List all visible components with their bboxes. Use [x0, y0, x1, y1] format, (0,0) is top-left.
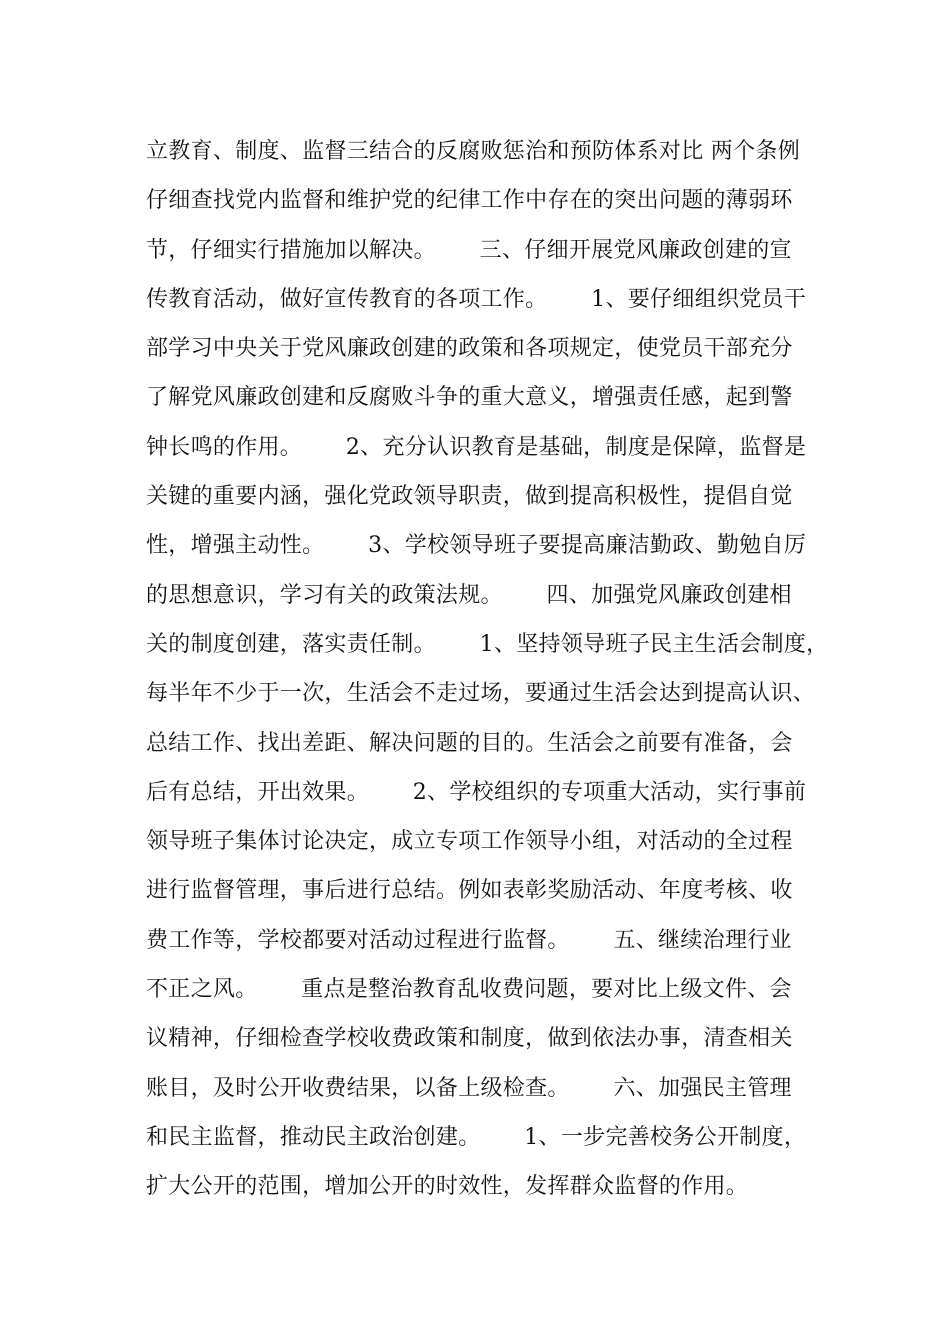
text-line: 领导班子集体讨论决定，成立专项工作领导小组，对活动的全过程: [146, 829, 793, 855]
text-line: 性，增强主动性。 3、学校领导班子要提高廉洁勤政、勤勉自厉: [146, 533, 807, 559]
text-line: 节，仔细实行措施加以解决。 三、仔细开展党风廉政创建的宣: [146, 237, 792, 263]
text-line: 扩大公开的范围，增加公开的时效性，发挥群众监督的作用。: [146, 1174, 749, 1200]
text-line: 议精神，仔细检查学校收费政策和制度，做到依法办事，清查相关: [146, 1026, 793, 1052]
text-line: 后有总结，开出效果。 2、学校组织的专项重大活动，实行事前: [146, 779, 807, 805]
text-line: 传教育活动，做好宣传教育的各项工作。 1、要仔细组织党员干: [146, 286, 807, 312]
text-line: 进行监督管理，事后进行总结。例如表彰奖励活动、年度考核、收: [146, 878, 793, 904]
text-line: 总结工作、找出差距、解决问题的目的。生活会之前要有准备，会: [146, 730, 793, 756]
text-line: 和民主监督，推动民主政治创建。 1、一步完善校务公开制度，: [146, 1124, 807, 1150]
text-line: 账目，及时公开收费结果，以备上级检查。 六、加强民主管理: [146, 1075, 792, 1101]
body-text: [146, 134, 829, 1219]
text-line: 关键的重要内涵，强化党政领导职责，做到提高积极性，提倡自觉: [146, 484, 793, 510]
text-line: 立教育、制度、监督三结合的反腐败惩治和预防体系对比 两个条例: [146, 139, 800, 164]
text-line: 每半年不少于一次，生活会不走过场，要通过生活会达到提高认识、: [146, 681, 816, 707]
text-line: 关的制度创建，落实责任制。 1、坚持领导班子民主生活会制度，: [146, 631, 829, 657]
text-line: 了解党风廉政创建和反腐败斗争的重大意义，增强责任感，起到警: [146, 385, 793, 411]
text-line: 仔细查找党内监督和维护党的纪律工作中存在的突出问题的薄弱环: [146, 188, 793, 214]
text-line: 不正之风。 重点是整治教育乱收费问题，要对比上级文件、会: [146, 977, 792, 1003]
text-line: 费工作等，学校都要对活动过程进行监督。 五、继续治理行业: [146, 927, 792, 953]
text-line: 的思想意识，学习有关的政策法规。 四、加强党风廉政创建相: [146, 582, 792, 608]
text-line: 钟长鸣的作用。 2、充分认识教育是基础，制度是保障，监督是: [146, 434, 807, 460]
text-line: 部学习中央关于党风廉政创建的政策和各项规定，使党员干部充分: [146, 336, 793, 362]
